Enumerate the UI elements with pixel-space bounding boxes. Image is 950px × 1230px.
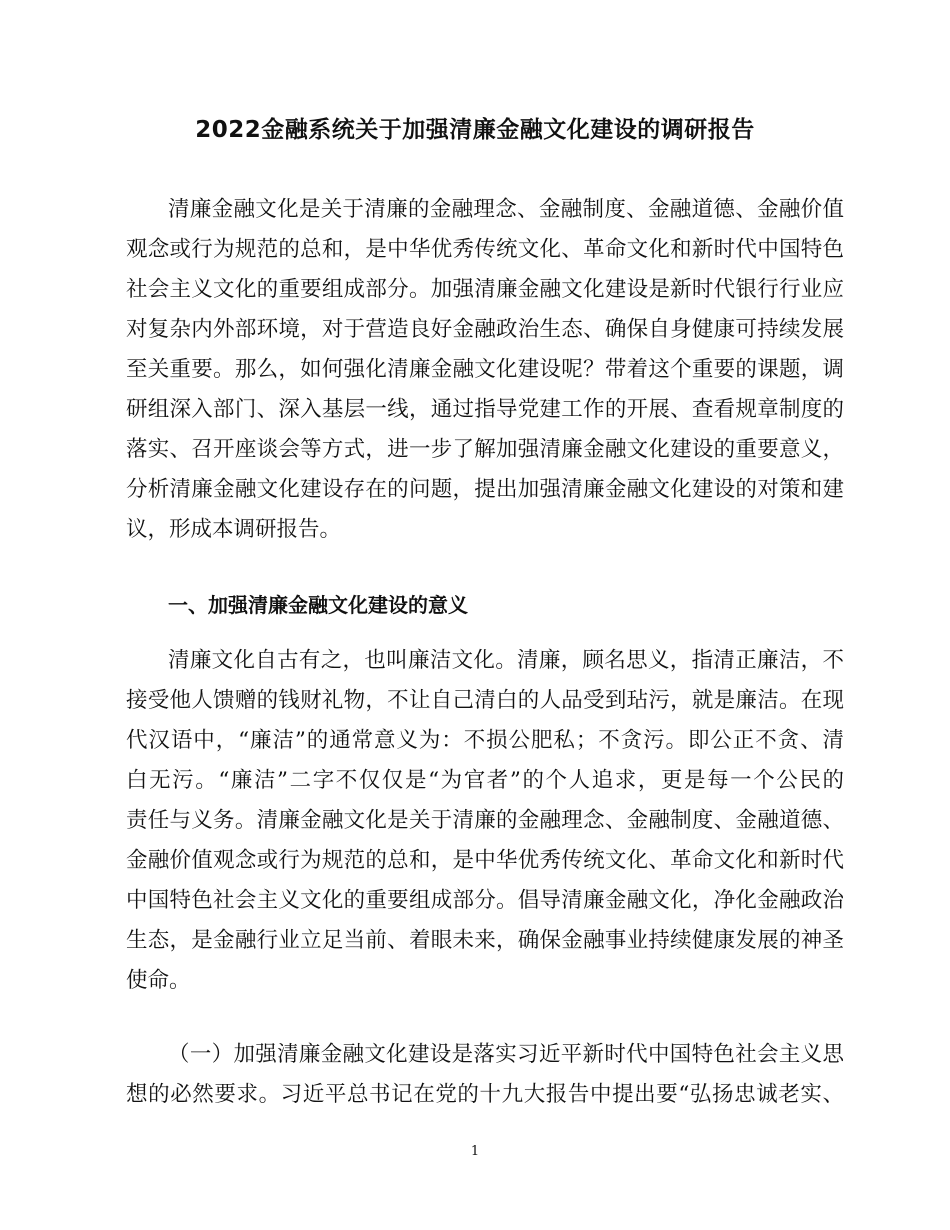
paragraph-line: 接受他人馈赠的钱财礼物，不让自己清白的人品受到玷污，就是廉洁。在现	[126, 688, 844, 713]
paragraph-line: 使命。	[126, 968, 191, 993]
paragraph-line: 对复杂内外部环境，对于营造良好金融政治生态、确保自身健康可持续发展	[126, 317, 844, 342]
paragraph-line: 想的必然要求。习近平总书记在党的十九大报告中提出要“弘扬忠诚老实、	[126, 1082, 844, 1107]
paragraph-line: 白无污。“廉洁”二字不仅仅是“为官者”的个人追求，更是每一个公民的	[126, 768, 844, 793]
paragraph-line: （一）加强清廉金融文化建设是落实习近平新时代中国特色社会主义思	[168, 1042, 844, 1067]
paragraph-line: 金融价值观念或行为规范的总和，是中华优秀传统文化、革命文化和新时代	[126, 848, 844, 873]
paragraph-line: 清廉文化自古有之，也叫廉洁文化。清廉，顾名思义，指清正廉洁，不	[168, 648, 844, 673]
paragraph-line: 生态，是金融行业立足当前、着眼未来，确保金融事业持续健康发展的神圣	[126, 928, 844, 953]
paragraph-line: 议，形成本调研报告。	[126, 517, 342, 542]
paragraph-line: 责任与义务。清廉金融文化是关于清廉的金融理念、金融制度、金融道德、	[126, 808, 844, 833]
paragraph-line: 至关重要。那么，如何强化清廉金融文化建设呢？带着这个重要的课题，调	[126, 357, 844, 382]
paragraph-line: 观念或行为规范的总和，是中华优秀传统文化、革命文化和新时代中国特色	[126, 237, 844, 262]
page-number: 1	[470, 1144, 480, 1159]
document-title: 2022金融系统关于加强清廉金融文化建设的调研报告	[195, 117, 755, 143]
section-heading: 一、加强清廉金融文化建设的意义	[168, 593, 468, 617]
paragraph-line: 代汉语中，“廉洁”的通常意义为：不损公肥私；不贪污。即公正不贪、清	[126, 728, 844, 753]
paragraph-line: 分析清廉金融文化建设存在的问题，提出加强清廉金融文化建设的对策和建	[126, 477, 844, 502]
paragraph-line: 中国特色社会主义文化的重要组成部分。倡导清廉金融文化，净化金融政治	[126, 888, 844, 913]
paragraph-line: 社会主义文化的重要组成部分。加强清廉金融文化建设是新时代银行行业应	[126, 277, 844, 302]
paragraph-line: 研组深入部门、深入基层一线，通过指导党建工作的开展、查看规章制度的	[126, 397, 844, 422]
paragraph-line: 落实、召开座谈会等方式，进一步了解加强清廉金融文化建设的重要意义，	[126, 437, 844, 462]
paragraph-line: 清廉金融文化是关于清廉的金融理念、金融制度、金融道德、金融价值	[168, 197, 844, 222]
